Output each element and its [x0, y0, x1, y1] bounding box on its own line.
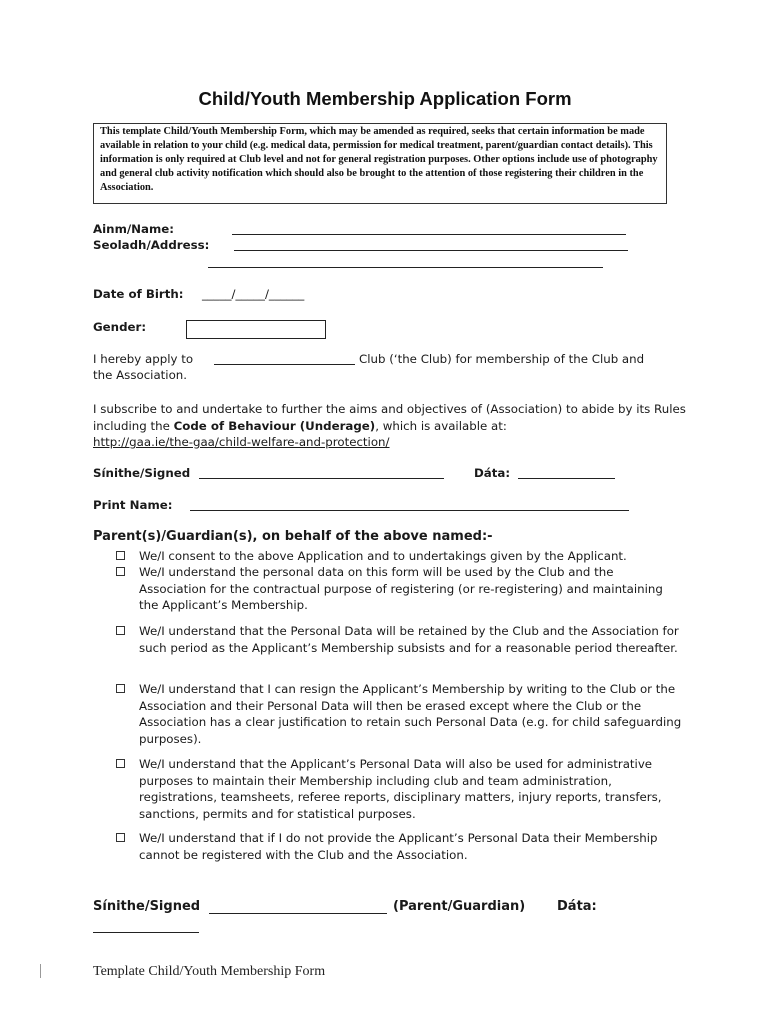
apply-suffix: Club (‘the Club) for membership of the Club and [359, 352, 645, 366]
consent-text: We/I understand that I can resign the Applicant’s Membership by writing to the Club or the Association and their Personal Data will then be erased except where the Club or the Association has a clear justification to retain such Personal Data (e.g. for child safeguarding purposes). [139, 682, 682, 746]
gender-input[interactable] [186, 320, 326, 339]
address-input-line-2[interactable] [208, 267, 603, 268]
name-input-line[interactable] [232, 234, 626, 235]
checkbox[interactable] [116, 551, 125, 560]
signed-label: Sínithe/Signed [93, 466, 191, 480]
code-of-behaviour: Code of Behaviour (Underage) [173, 418, 376, 433]
parent-date-input-line[interactable] [93, 932, 199, 933]
intro-notice: This template Child/Youth Membership Form, which may be amended as required, seeks that certain information be made available in relation to your child (e.g. medical data, permission for medical treatment, parent/guardian contact details). This information is only required at Club level and not for general registration purposes. Other options include use of photography and general club activity notification which should also be brought to the attention of those registering their children in the Association. [93, 123, 667, 204]
child-welfare-link[interactable]: http://gaa.ie/the-gaa/child-welfare-and-protection/ [93, 435, 390, 449]
parent-date-label: Dáta: [557, 899, 597, 914]
address-label: Seoladh/Address: [93, 238, 210, 252]
subscribe-text-end: , which is available at: [375, 418, 507, 433]
subscribe-paragraph [93, 401, 693, 451]
consent-text: We/I understand the personal data on this form will be used by the Club and the Association for the contractual purpose of registering (or re-registering) and maintaining the Applicant’s Membership. [139, 565, 663, 612]
subscribe-text: I subscribe to and undertake to further the aims and objectives of (Association) to abide by its Rules including the [93, 402, 686, 433]
signature-input-line[interactable] [199, 478, 444, 479]
checkbox[interactable] [116, 833, 125, 842]
consent-text: We/I understand that the Applicant’s Personal Data will also be used for administrative purposes to maintain their Membership including club and team administration, registrations, teamsheets, referee reports, disciplinary matters, injury reports, transfers, sanctions, permits and for statistical purposes. [139, 757, 662, 821]
checkbox[interactable] [116, 759, 125, 768]
consent-text: We/I consent to the above Application and to undertakings given by the Applicant. [139, 549, 627, 563]
footer-text: Template Child/Youth Membership Form [93, 964, 326, 979]
consent-text: We/I understand that the Personal Data will be retained by the Club and the Association for such period as the Applicant’s Membership subsists and for a reasonable period thereafter. [139, 624, 679, 655]
checkbox[interactable] [116, 567, 125, 576]
date-input-line[interactable] [518, 478, 615, 479]
date-label: Dáta: [474, 466, 511, 480]
apply-prefix: I hereby apply to [93, 352, 194, 366]
print-name-input-line[interactable] [190, 510, 629, 511]
club-input-line[interactable] [214, 364, 355, 365]
dob-label: Date of Birth: [93, 287, 184, 301]
print-name-label: Print Name: [93, 498, 173, 512]
name-label: Ainm/Name: [93, 222, 175, 236]
address-input-line-1[interactable] [234, 250, 628, 251]
checkbox[interactable] [116, 626, 125, 635]
consent-text: We/I understand that if I do not provide the Applicant’s Personal Data their Membership cannot be registered with the Club and the Association. [139, 831, 658, 862]
footer-marker [40, 964, 41, 978]
parent-section-heading: Parent(s)/Guardian(s), on behalf of the above named:- [93, 529, 493, 544]
page-title: Child/Youth Membership Application Form [198, 88, 572, 109]
dob-input[interactable]: _____/_____/______ [202, 287, 305, 301]
checkbox[interactable] [116, 684, 125, 693]
gender-label: Gender: [93, 320, 147, 334]
parent-signed-label: Sínithe/Signed [93, 899, 201, 914]
parent-guardian-role: (Parent/Guardian) [393, 899, 526, 914]
apply-line2: the Association. [93, 368, 188, 382]
parent-signature-input-line[interactable] [209, 913, 387, 914]
